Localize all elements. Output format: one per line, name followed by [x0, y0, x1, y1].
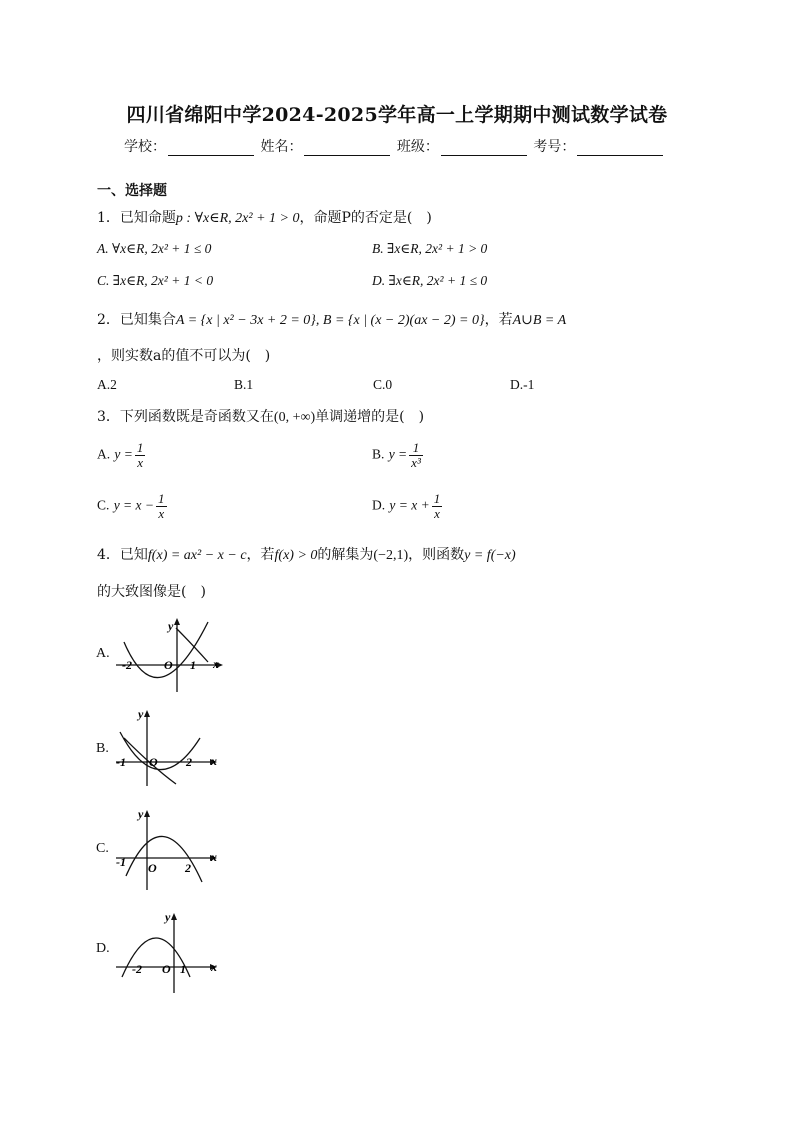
origin-label: O	[148, 861, 157, 875]
school-label: 学校：	[124, 139, 166, 155]
q1-option-c[interactable]: C. ∃x∈R, 2x² + 1 < 0	[97, 273, 214, 288]
q3-option-c[interactable]: C. y = x − $\frac{1}{x}$	[97, 491, 165, 521]
q2-condition: A∪B = A	[512, 313, 567, 328]
question-4-stem: 4．已知f(x) = ax² − x − c，若f(x) > 0的解集为(−2,1)，则函数y = f(−x)	[97, 547, 516, 563]
y-arrow-icon	[174, 618, 180, 625]
page-title: 四川省绵阳中学2024-2025学年高一上学期期中测试数学试卷	[126, 104, 668, 126]
y-arrow-icon	[144, 710, 150, 717]
x-label: x	[213, 657, 219, 671]
y-label: y	[165, 910, 171, 924]
q2-option-c[interactable]: C.0	[373, 377, 393, 392]
q4-option-d-graph[interactable]	[110, 905, 230, 995]
q3-option-d[interactable]: D. y = x + $\frac{1}{x}$	[372, 491, 441, 521]
question-2-line2: ，则实数a的值不可以为( )	[97, 348, 271, 364]
school-blank[interactable]	[168, 141, 254, 156]
curve-fragment	[176, 628, 208, 662]
section-heading: 一、选择题	[97, 183, 167, 199]
student-info-line	[124, 136, 665, 156]
q4-inequality: f(x) > 0	[274, 548, 318, 563]
y-arrow-icon	[171, 913, 177, 920]
number-blank[interactable]	[577, 141, 663, 156]
q4-function: f(x) = ax² − x − c	[147, 548, 247, 563]
q2-option-a[interactable]: A.2	[97, 377, 117, 392]
y-arrow-icon	[144, 810, 150, 817]
tick-label-1: -2	[122, 658, 132, 672]
tick-label-2: 1	[180, 962, 186, 976]
q1-option-a[interactable]: A. ∀x∈R, 2x² + 1 ≤ 0	[97, 241, 212, 256]
q3-option-a[interactable]: A. y = $\frac{1}{x}$	[97, 440, 144, 470]
q2-option-b[interactable]: B.1	[234, 377, 254, 392]
q1-proposition: p : ∀x∈R, 2x² + 1 > 0	[175, 211, 300, 226]
parabola-curve	[126, 836, 202, 882]
question-4-line2: 的大致图像是( )	[97, 584, 206, 600]
origin-label: O	[162, 962, 171, 976]
q4-option-b-label[interactable]: B.	[96, 741, 109, 756]
y-label: y	[168, 619, 174, 633]
q4-option-c-label[interactable]: C.	[96, 841, 109, 856]
origin-label: O	[149, 755, 158, 769]
tick-label-2: 2	[185, 861, 191, 875]
tick-label-2: 2	[186, 755, 192, 769]
tick-label-1: -1	[116, 755, 126, 769]
q3-interval: (0, +∞)	[273, 410, 316, 425]
q2-sets: A = {x | x² − 3x + 2 = 0}, B = {x | (x − 2)(ax − 2) = 0}	[175, 313, 485, 328]
x-label: x	[211, 850, 217, 864]
origin-label: O	[164, 658, 173, 672]
class-label: 班级：	[396, 139, 439, 155]
x-label: x	[211, 960, 217, 974]
tick-label-1: -2	[132, 962, 142, 976]
q3-option-b[interactable]: B. y = $\frac{1}{\text{x³}}$	[372, 440, 421, 470]
question-1-stem: 1．已知命题p : ∀x∈R, 2x² + 1 > 0，命题P的否定是( )	[97, 210, 432, 226]
tick-label-1: -1	[116, 855, 126, 869]
class-blank[interactable]	[441, 141, 527, 156]
name-blank[interactable]	[304, 141, 390, 156]
q4-solution-set: (−2,1)	[373, 548, 409, 563]
tick-label-2: 1	[190, 658, 196, 672]
number-label: 考号：	[533, 139, 576, 155]
y-label: y	[138, 707, 144, 721]
question-3-stem: 3．下列函数既是奇函数又在(0, +∞)单调递增的是( )	[97, 409, 425, 425]
name-label: 姓名：	[260, 139, 303, 155]
q1-option-b[interactable]: B. ∃x∈R, 2x² + 1 > 0	[372, 241, 488, 256]
q4-option-d-label[interactable]: D.	[96, 941, 110, 956]
q4-option-a-label[interactable]: A.	[96, 646, 110, 661]
q4-option-a-graph[interactable]	[110, 612, 230, 694]
q4-option-c-graph[interactable]	[110, 804, 230, 890]
y-label: y	[138, 807, 144, 821]
q2-option-d[interactable]: D.-1	[510, 377, 535, 392]
x-label: x	[211, 754, 217, 768]
question-2-stem: 2．已知集合A = {x | x² − 3x + 2 = 0}, B = {x | (x − 2)(ax − 2) = 0}，若A∪B = A	[97, 312, 567, 328]
q1-option-d[interactable]: D. ∃x∈R, 2x² + 1 ≤ 0	[372, 273, 488, 288]
q4-option-b-graph[interactable]	[110, 704, 230, 786]
q4-target-function: y = f(−x)	[464, 548, 516, 563]
